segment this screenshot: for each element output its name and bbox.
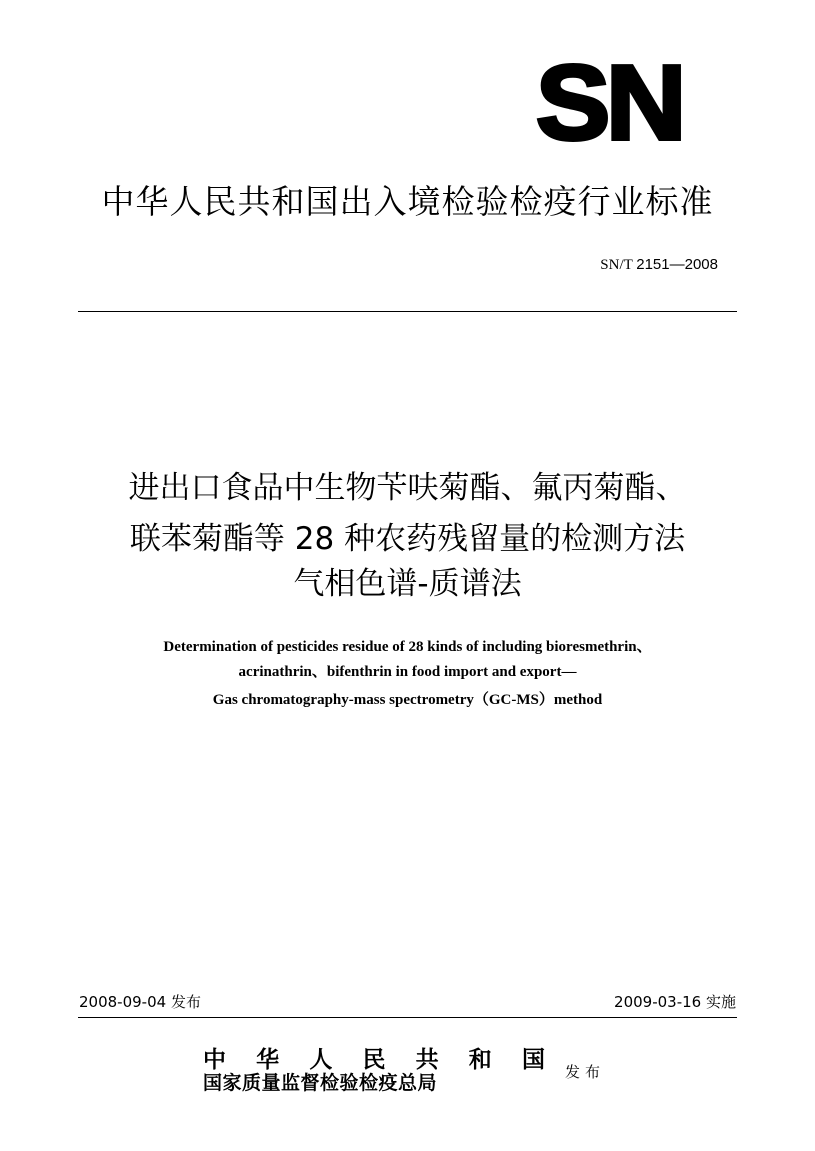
issuer-char: 国 — [521, 1046, 545, 1073]
issuer-char: 民 — [362, 1046, 386, 1073]
issuer-char: 华 — [256, 1046, 280, 1073]
issuer-char: 和 — [468, 1046, 492, 1073]
title-en-line-3: Gas chromatography-mass spectrometry（GC-MS）method — [212, 692, 603, 708]
issuer-char: 共 — [415, 1046, 439, 1073]
standard-code-number: 2151—2008 — [636, 256, 718, 273]
top-divider — [78, 311, 737, 312]
title-en-line-1: Determination of pesticides residue of 28 kinds of including bioresmethrin、 — [163, 639, 652, 655]
issuer-char: 中 — [203, 1046, 226, 1073]
title-cn-line-3: 气相色谱-质谱法 — [293, 566, 522, 602]
issue-verb: 发布 — [565, 1063, 606, 1081]
issuing-body-title: 中华人民共和国出入境检验检疫行业标准 — [101, 182, 714, 221]
standard-number — [600, 256, 718, 274]
title-en-line-2: acrinathrin、bifenthrin in food import and export— — [238, 664, 577, 680]
standard-prefix: SN/T — [600, 257, 633, 273]
issuer-agency: 国家质量监督检验检疫总局 — [203, 1072, 438, 1094]
issuer-country — [203, 1048, 545, 1072]
bottom-divider — [78, 1017, 737, 1018]
issue-date: 2008-09-04 发布 — [79, 993, 201, 1011]
title-cn-line-2: 联苯菊酯等 28 种农药残留量的检测方法 — [129, 521, 686, 557]
title-cn-line-1: 进出口食品中生物苄呋菊酯、氟丙菊酯、 — [128, 470, 687, 506]
sn-logo: SN — [536, 44, 683, 162]
implementation-date: 2009-03-16 实施 — [614, 993, 736, 1011]
issuer-char: 人 — [309, 1046, 333, 1073]
